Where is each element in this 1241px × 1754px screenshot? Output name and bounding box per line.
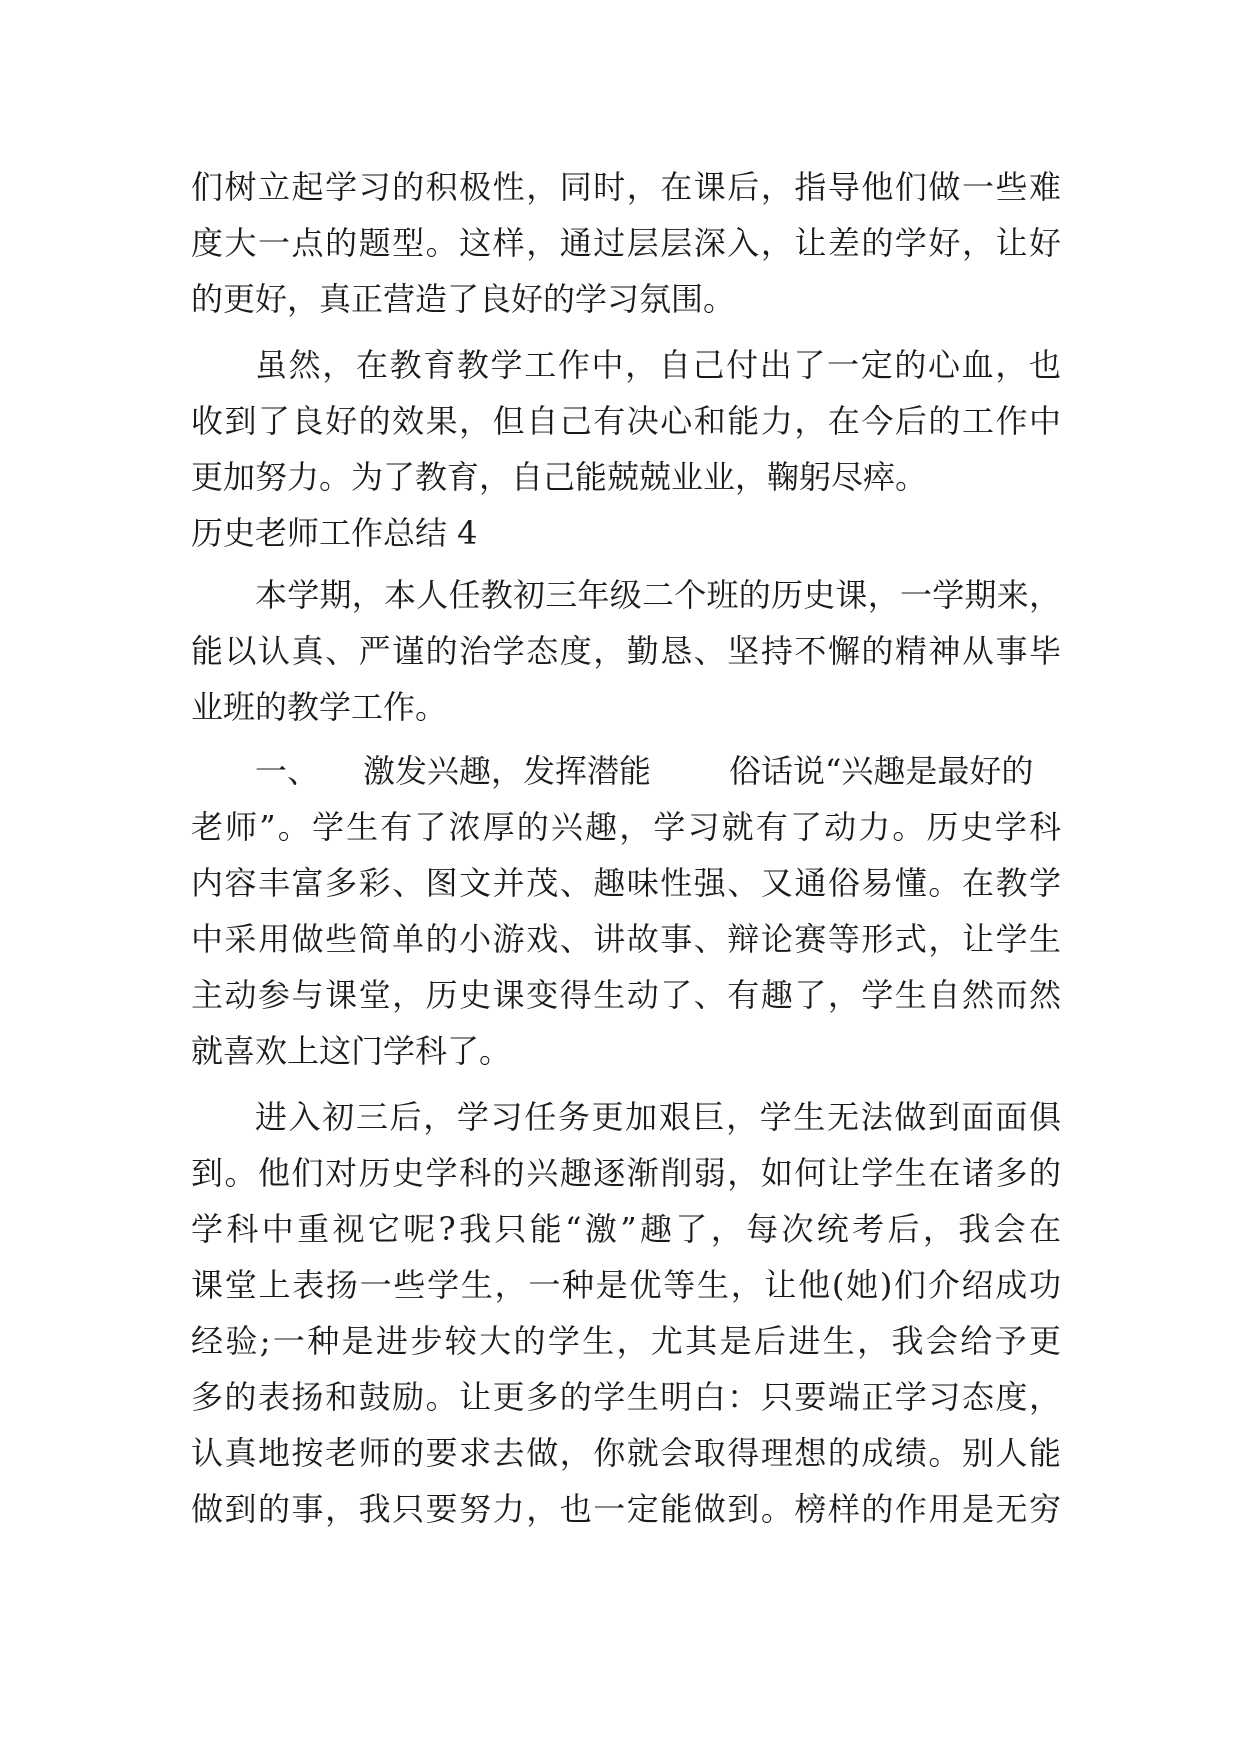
paragraph-line: 认真地按老师的要求去做，你就会取得理想的成绩。别人能 (191, 1434, 1061, 1472)
paragraph-line: 到。他们对历史学科的兴趣逐渐削弱，如何让学生在诸多的 (191, 1154, 1061, 1192)
paragraph-line: 们树立起学习的积极性，同时，在课后，指导他们做一些难 (191, 168, 1061, 206)
paragraph-line: 学科中重视它呢?我只能“激”趣了，每次统考后，我会在 (191, 1210, 1061, 1248)
section-heading: 历史老师工作总结 4 (191, 514, 478, 552)
paragraph-line: 虽然，在教育教学工作中，自己付出了一定的心血，也 (255, 346, 1061, 384)
paragraph-line: 做到的事，我只要努力，也一定能做到。榜样的作用是无穷 (191, 1490, 1061, 1528)
paragraph-line: 收到了良好的效果，但自己有决心和能力，在今后的工作中 (191, 402, 1061, 440)
paragraph-line: 能以认真、严谨的治学态度，勤恳、坚持不懈的精神从事毕 (191, 632, 1061, 670)
paragraph-line: 更加努力。为了教育，自己能兢兢业业，鞠躬尽瘁。 (191, 458, 928, 496)
section-lead-text: 俗话说“兴趣是最好的 (729, 752, 1034, 790)
paragraph-line: 就喜欢上这门学科了。 (191, 1032, 512, 1070)
paragraph-line: 进入初三后，学习任务更加艰巨，学生无法做到面面俱 (255, 1098, 1061, 1136)
paragraph-line: 本学期，本人任教初三年级二个班的历史课，一学期来， (255, 576, 1061, 614)
paragraph-line: 老师”。学生有了浓厚的兴趣，学习就有了动力。历史学科 (191, 808, 1061, 846)
paragraph-line: 度大一点的题型。这样，通过层层深入，让差的学好，让好 (191, 224, 1061, 262)
section-number: 一、 (255, 752, 320, 790)
paragraph-line: 多的表扬和鼓励。让更多的学生明白：只要端正学习态度， (191, 1378, 1061, 1416)
paragraph-line: 主动参与课堂，历史课变得生动了、有趣了，学生自然而然 (191, 976, 1061, 1014)
paragraph-line: 内容丰富多彩、图文并茂、趣味性强、又通俗易懂。在教学 (191, 864, 1061, 902)
paragraph-line: 的更好，真正营造了良好的学习氛围。 (191, 280, 736, 318)
paragraph-line: 课堂上表扬一些学生，一种是优等生，让他(她)们介绍成功 (191, 1266, 1061, 1304)
paragraph-line: 业班的教学工作。 (191, 688, 448, 726)
numbered-section-line (255, 741, 1061, 801)
paragraph-line: 中采用做些简单的小游戏、讲故事、辩论赛等形式，让学生 (191, 920, 1061, 958)
paragraph-line: 经验;一种是进步较大的学生，尤其是后进生，我会给予更 (191, 1322, 1061, 1360)
section-title: 激发兴趣，发挥潜能 (363, 752, 652, 790)
